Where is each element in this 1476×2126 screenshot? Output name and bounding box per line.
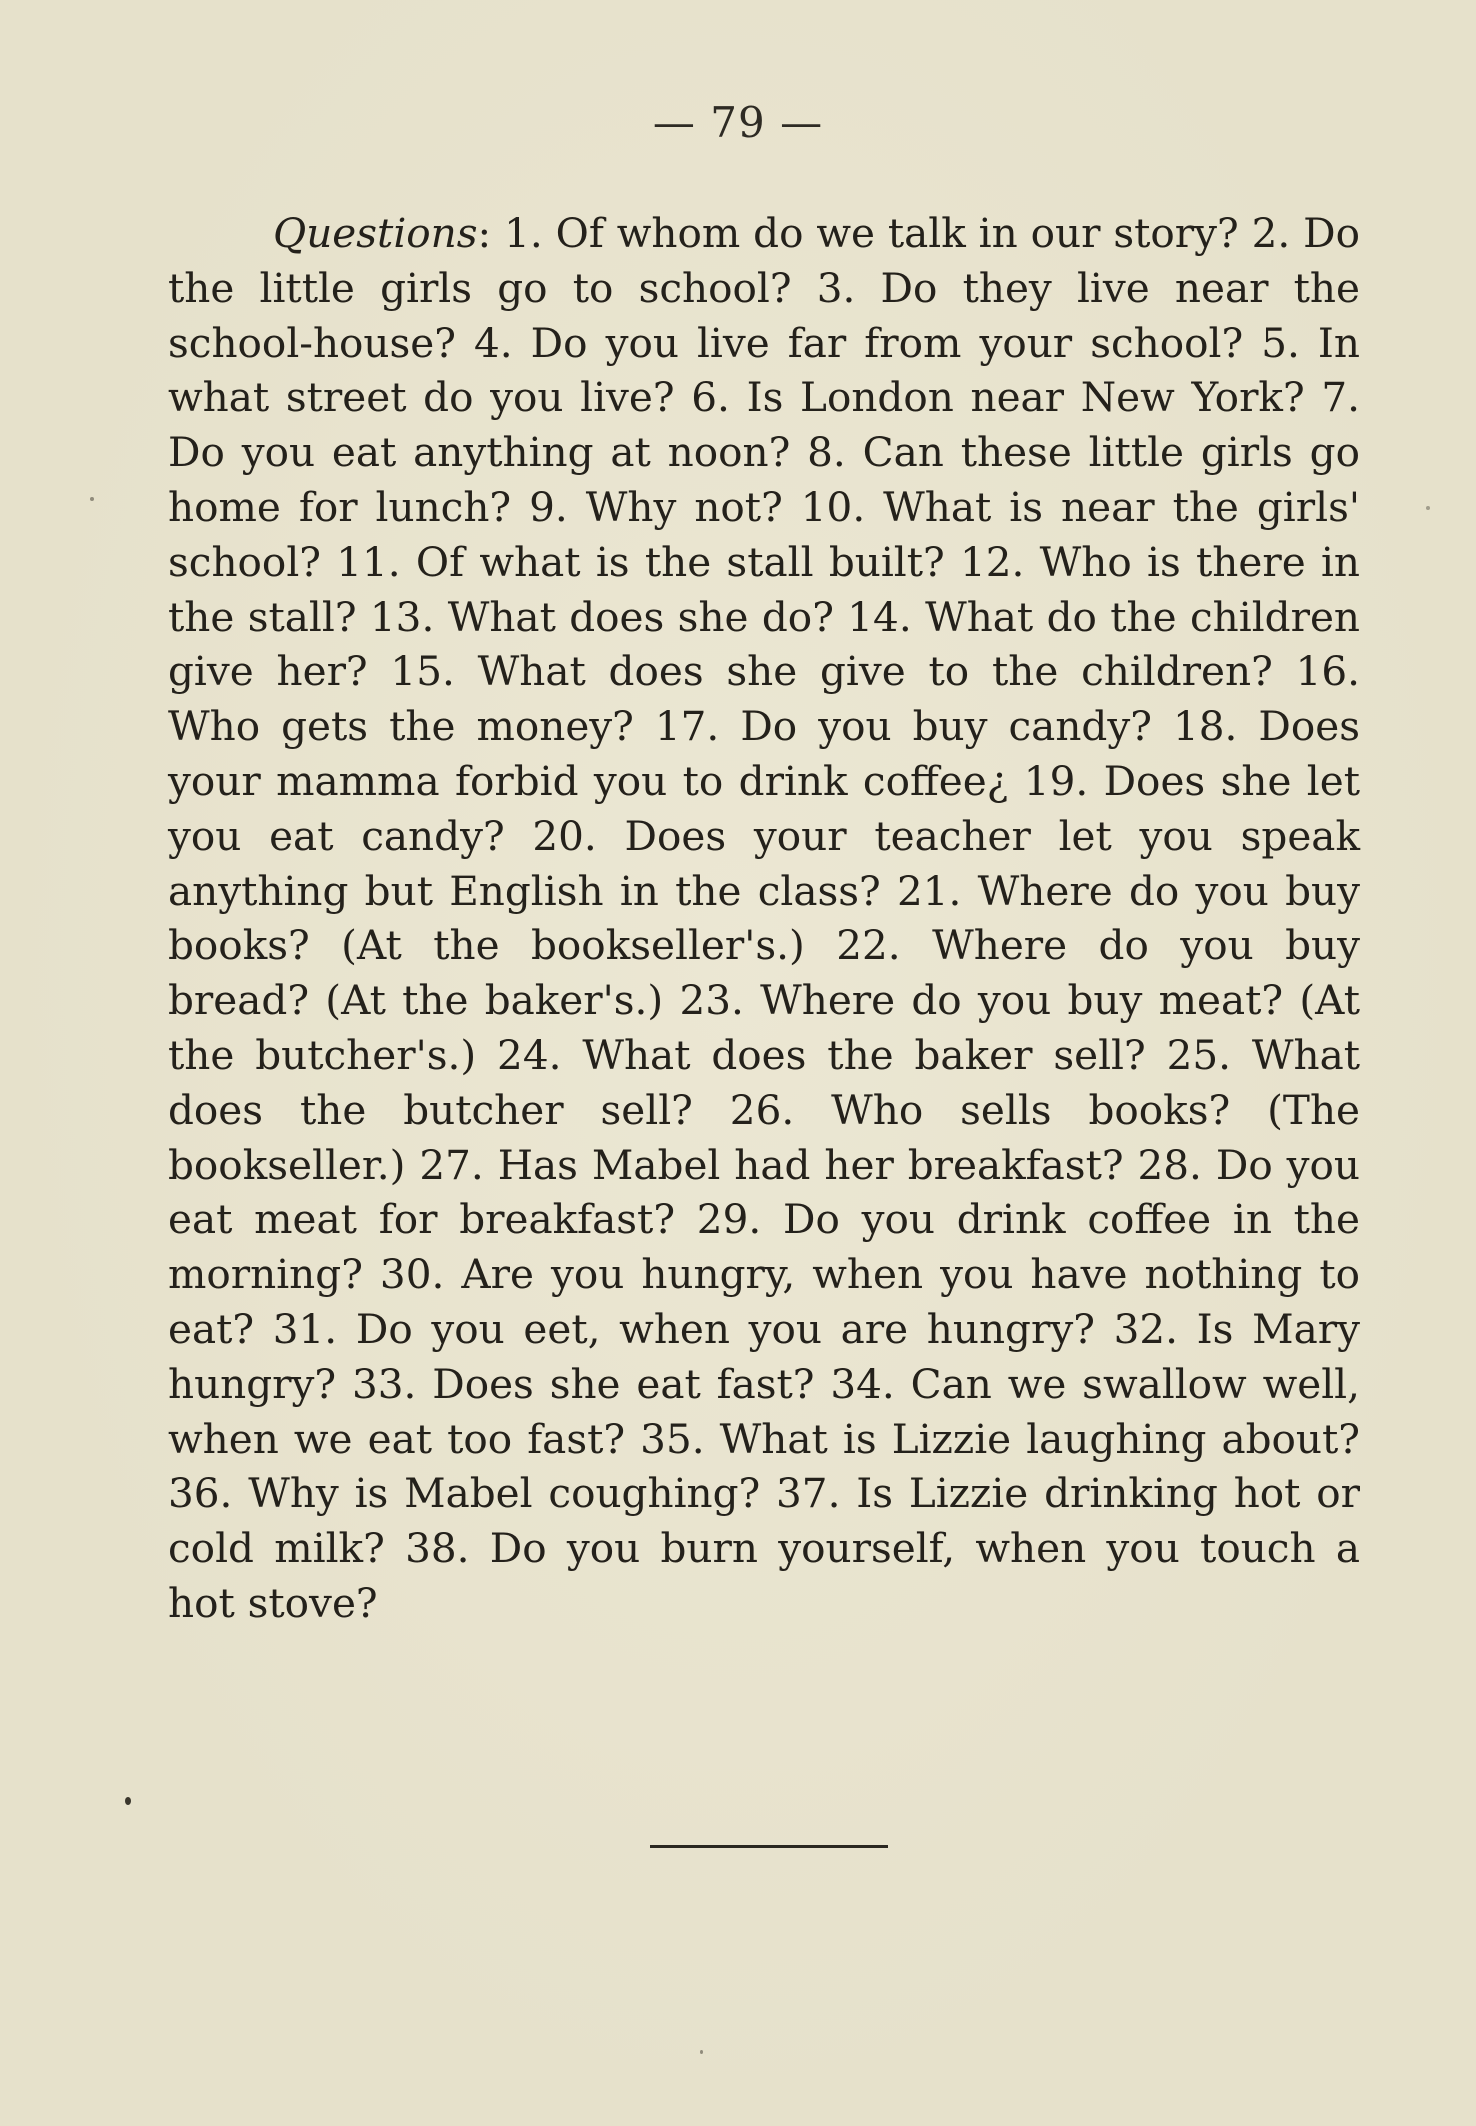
paper-speck xyxy=(1426,506,1430,510)
paper-speck xyxy=(125,1797,131,1805)
questions-paragraph xyxy=(168,206,1360,1631)
paper-speck xyxy=(700,2050,703,2054)
end-rule xyxy=(650,1845,888,1848)
page-number: — 79 — xyxy=(652,98,824,147)
questions-label: Questions xyxy=(273,209,478,257)
paper-speck xyxy=(90,497,94,501)
questions-text: 1. Of whom do we talk in our story? 2. Do the little girls go to school? 3. Do they live near the school-house? 4. Do you live far from your school? 5. In what street do you live? 6. Is London near New York? 7. Do you eat anything at noon? 8. Can these little girls go home for lunch? 9. Why not? 10. What is near the girls' school? 11. Of what is the stall built? 12. Who is there in the stall? 13. What does she do? 14. What do the children give her? 15. What does she give to the children? 16. Who gets the money? 17. Do you buy candy? 18. Does your mamma forbid you to drink coffee¿ 19. Does she let you eat candy? 20. Does your teacher let you speak anything but English in the class? 21. Where do you buy books? (At the bookseller's.) 22. Where do you buy bread? (At the baker's.) 23. Where do you buy meat? (At the butcher's.) 24. What does the baker sell? 25. What does the butcher sell? 26. Who sells books? (The bookseller.) 27. Has Mabel had her breakfast? 28. Do you eat meat for breakfast? 29. Do you drink coffee in the morning? 30. Are you hungry, when you have nothing to eat? 31. Do you eet, when you are hungry? 32. Is Mary hungry? 33. Does she eat fast? 34. Can we swallow well, when we eat too fast? 35. What is Lizzie laughing about? 36. Why is Mabel coughing? 37. Is Lizzie drinking hot or cold milk? 38. Do you burn yourself, when you touch a hot stove? xyxy=(168,209,1360,1627)
questions-label-separator: : xyxy=(477,209,492,257)
